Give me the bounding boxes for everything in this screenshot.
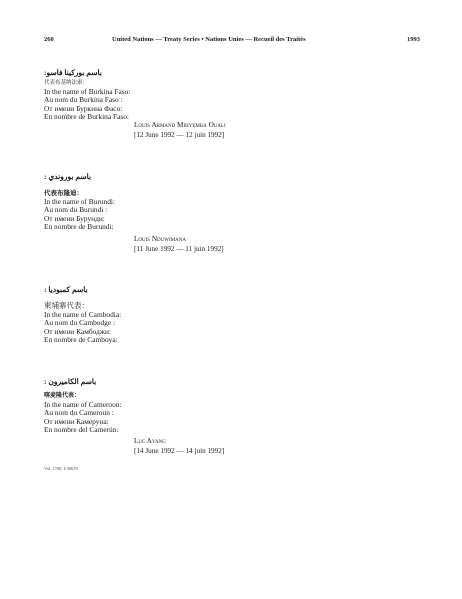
signature-date: [12 June 1992 — 12 juin 1992] [134, 131, 225, 139]
page-number: 260 [44, 36, 54, 43]
chinese-heading: 代表布基纳法索： [44, 80, 89, 86]
english-line: In the name of Burkina Faso: [44, 87, 131, 96]
english-line: In the name of Cambodia: [44, 310, 122, 319]
running-header [44, 36, 420, 48]
english-line: In the name of Burundi: [44, 197, 116, 206]
signature-date: [14 June 1992 — 14 juin 1992] [134, 447, 225, 455]
russian-line: От имени Камеруна: [44, 416, 109, 426]
entry-burundi [44, 172, 404, 232]
signature-cameroon [134, 436, 334, 456]
spanish-line: En nombre de Burkina Faso: [44, 112, 129, 122]
chinese-heading: 代表布隆迪： [44, 189, 83, 197]
french-line: Au nom du Cameroun : [44, 408, 114, 418]
french-line: Au nom du Burkina Faso : [44, 95, 123, 105]
russian-line: От имени Буркина Фасо: [44, 103, 123, 113]
chinese-heading: 喀麦隆代表： [44, 392, 81, 399]
russian-line: От имени Бурунди: [44, 213, 105, 223]
french-line: Au nom du Burundi : [44, 205, 108, 215]
english-line: In the name of Cameroon: [44, 400, 122, 409]
entry-cameroon [44, 377, 404, 435]
signatory-name: Louis Nduwimana [134, 235, 186, 243]
arabic-heading: باسم الكاميرون : [44, 377, 97, 386]
russian-line: От имени Камбоджи: [44, 326, 111, 336]
entry-cambodia [44, 285, 404, 345]
spanish-line: En nombre de Burundi: [44, 222, 114, 232]
year: 1993 [407, 36, 420, 43]
signature-date: [11 June 1992 — 11 juin 1992] [134, 245, 224, 253]
spanish-line: En nombre de Camboya: [44, 335, 118, 345]
arabic-heading: باسم بوروندي : [44, 172, 91, 181]
series-title: United Nations — Treaty Series • Nations Unies — Recueil des Traités [112, 36, 306, 43]
entry-burkina-faso [44, 68, 404, 122]
french-line: Au nom du Cambodge : [44, 318, 116, 328]
signature-burkina-faso [134, 120, 334, 140]
signatory-name: Louis Armand Mihyemba Ouali [134, 121, 226, 129]
spanish-line: En nombre del Camerún: [44, 425, 119, 435]
signatory-name: Luc Ayang [134, 437, 166, 445]
arabic-heading: باسم بوركينا فاسو: [44, 68, 102, 77]
signature-burundi [134, 234, 334, 254]
chinese-heading: 柬埔寨代表： [44, 301, 89, 310]
arabic-heading: باسم كمبوديا : [44, 285, 88, 294]
volume-footer: Vol. 1760, I-30619 [44, 466, 78, 471]
